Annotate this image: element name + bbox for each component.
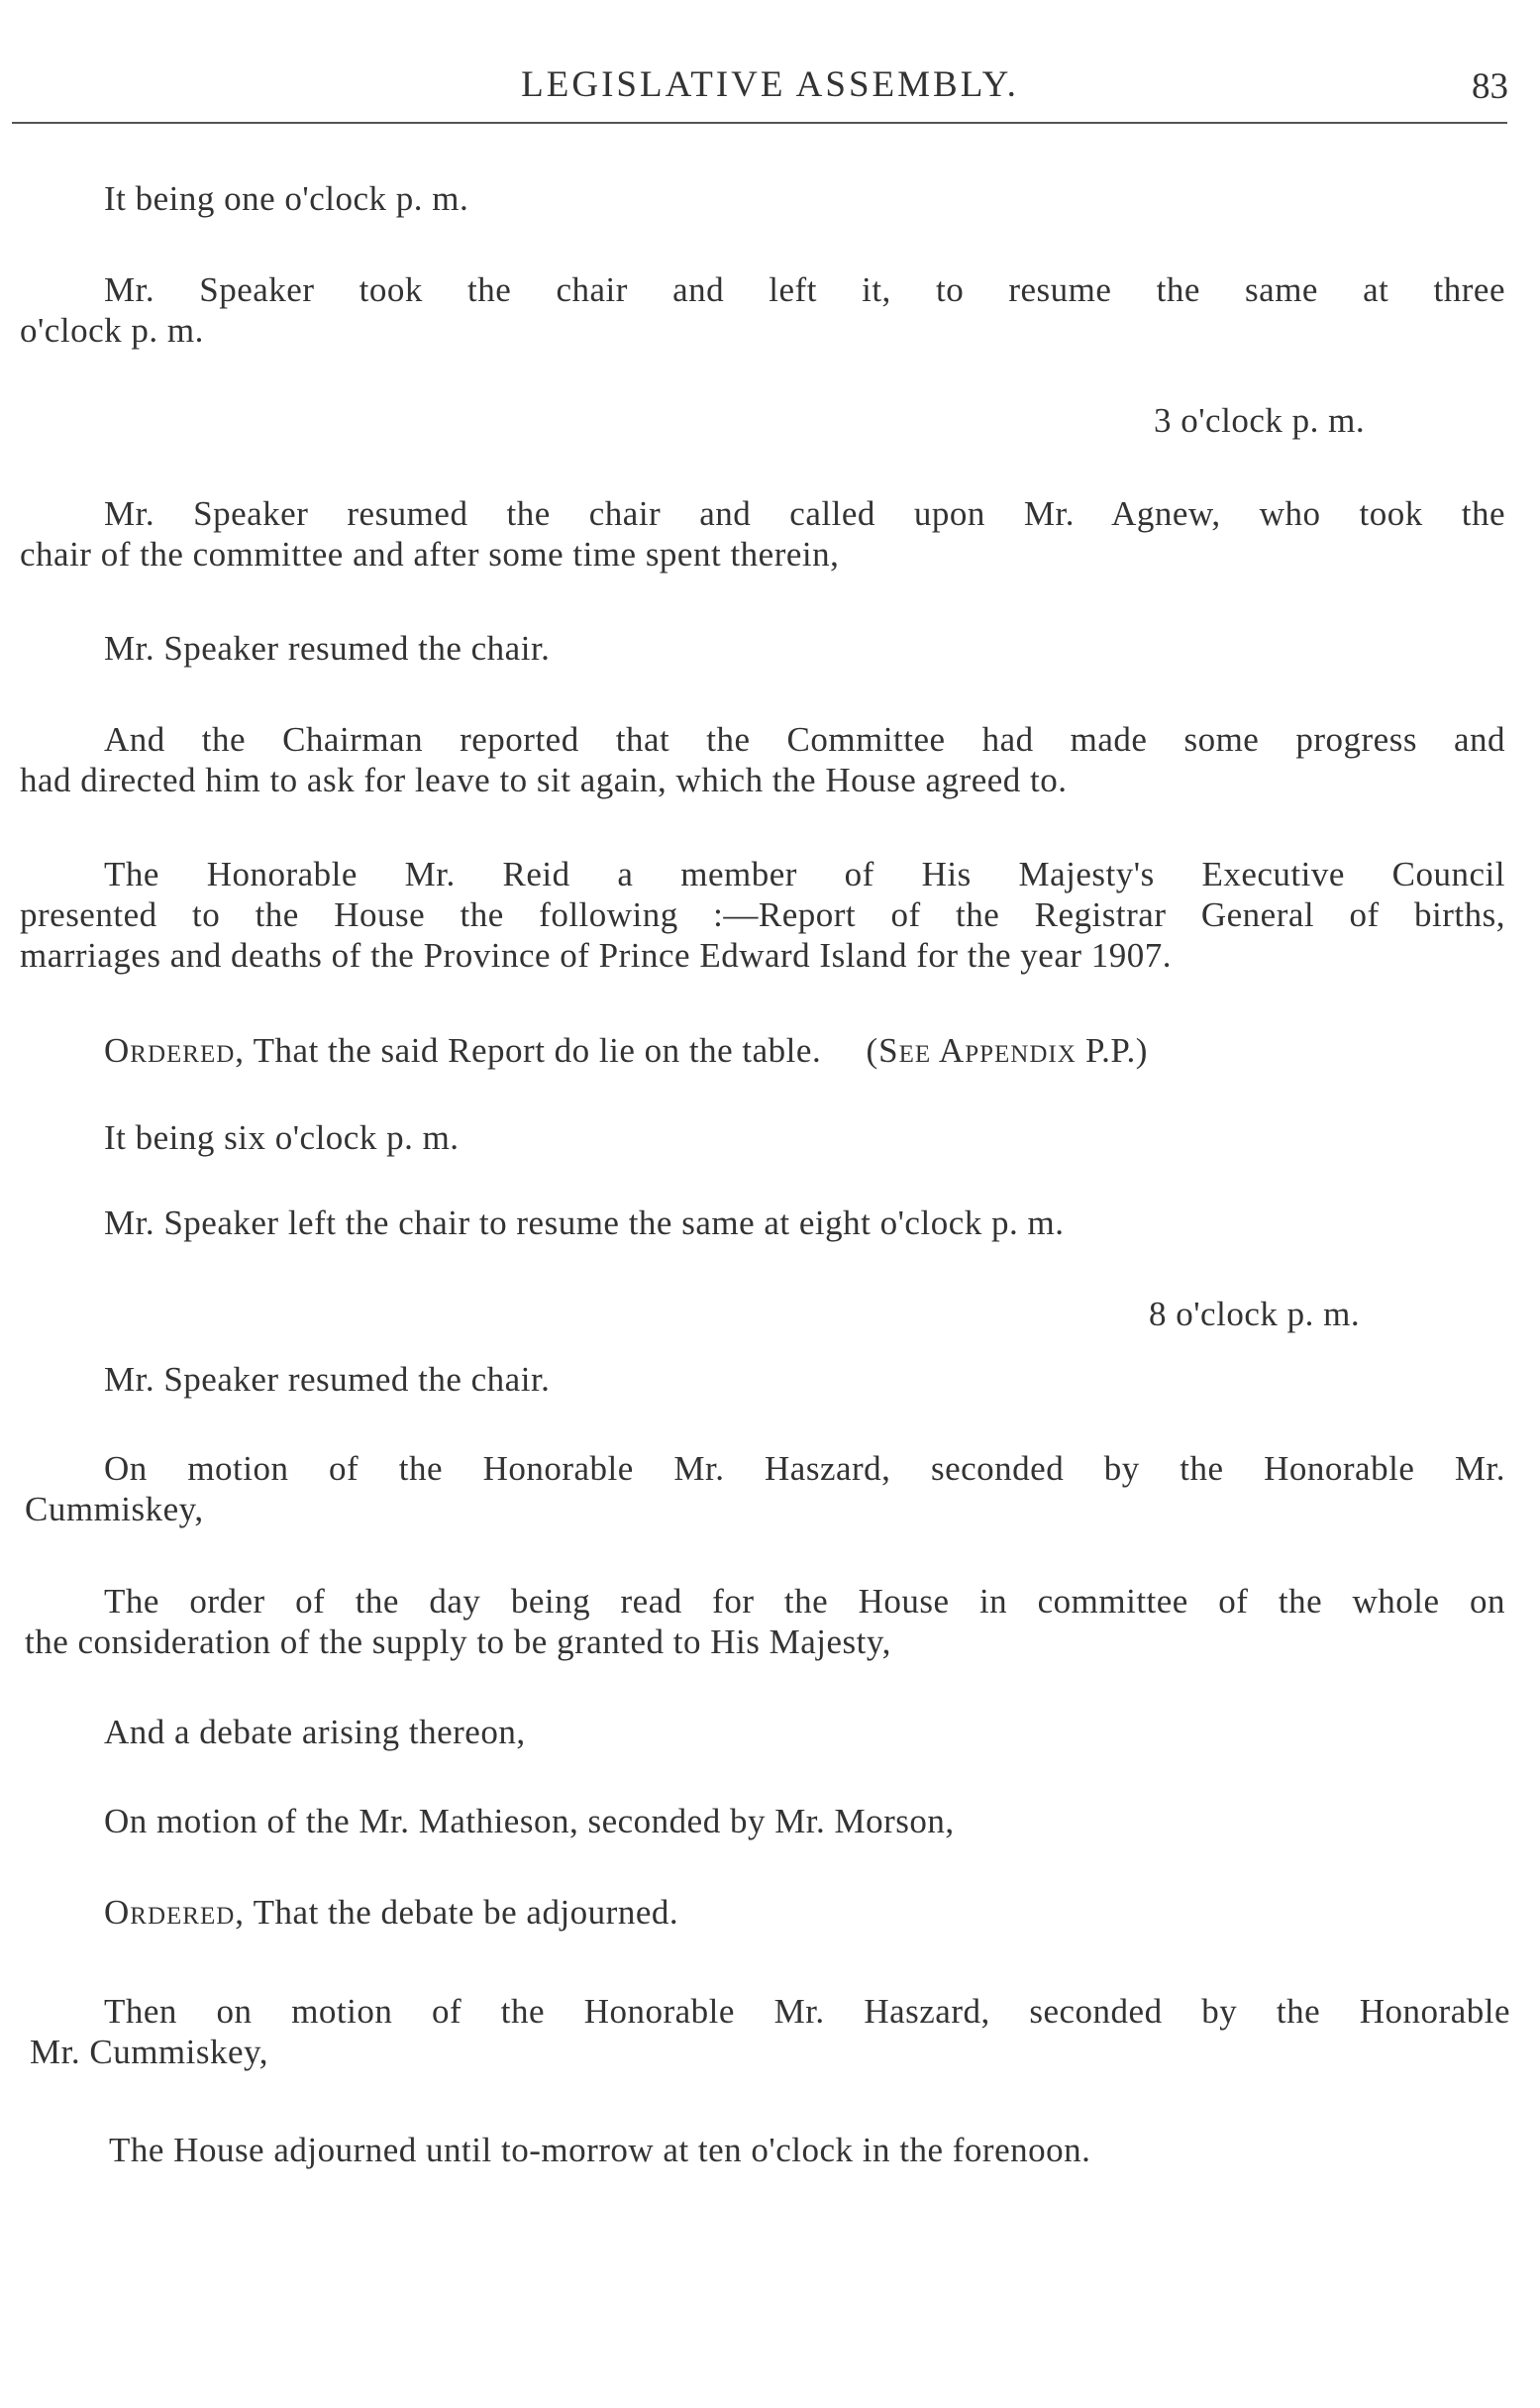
- paragraph-text: It being one o'clock p. m.: [104, 179, 469, 218]
- paragraph-chairman-reported: [20, 719, 1505, 800]
- paragraph-order-of-day: [25, 1581, 1505, 1662]
- page-number: 83: [1472, 66, 1508, 107]
- paragraph-haszard-motion: [25, 1448, 1505, 1529]
- paragraph-speaker-resumed-2: [104, 1359, 550, 1400]
- paragraph-speaker-took-chair: [20, 269, 1505, 351]
- paragraph-reid-report: [20, 854, 1505, 976]
- paragraph-speaker-left: [104, 1203, 1064, 1243]
- paragraph-line: Cummiskey,: [25, 1490, 204, 1528]
- header-divider: [12, 122, 1507, 124]
- appendix-reference: (See Appendix: [866, 1031, 1077, 1070]
- paragraph-line: the consideration of the supply to be granted to His Majesty,: [25, 1623, 891, 1661]
- paragraph-mathieson-motion: [104, 1801, 955, 1841]
- paragraph-one-oclock: [104, 178, 468, 219]
- paragraph-six-oclock: [104, 1117, 460, 1158]
- time-heading-8pm: [1149, 1294, 1360, 1334]
- paragraph-agnew-committee: [20, 493, 1505, 575]
- paragraph-line: And the Chairman reported that the Committee had made some progress and: [104, 720, 1505, 759]
- paragraph-text: Mr. Speaker resumed the chair.: [104, 1360, 551, 1399]
- paragraph-line: Mr. Cummiskey,: [30, 2033, 268, 2071]
- paragraph-house-adjourned: [109, 2130, 1090, 2170]
- paragraph-text: And a debate arising thereon,: [104, 1713, 526, 1751]
- paragraph-text: Mr. Speaker left the chair to resume the same at eight o'clock p. m.: [104, 1204, 1065, 1242]
- paragraph-text: The House adjourned until to-morrow at ten o'clock in the forenoon.: [109, 2131, 1091, 2169]
- time-heading-3pm: [1154, 400, 1365, 441]
- ordered-label: Ordered,: [104, 1893, 246, 1932]
- paragraph-line: presented to the House the following :—Report of the Registrar General of births,: [20, 895, 1505, 934]
- paragraph-line: o'clock p. m.: [20, 311, 204, 350]
- appendix-reference-code: P.P.): [1076, 1031, 1148, 1070]
- ordered-label: Ordered,: [104, 1031, 246, 1070]
- paragraph-text: It being six o'clock p. m.: [104, 1118, 460, 1157]
- paragraph-line: The Honorable Mr. Reid a member of His Majesty's Executive Council: [104, 855, 1505, 893]
- paragraph-line: marriages and deaths of the Province of Prince Edward Island for the year 1907.: [20, 936, 1173, 975]
- paragraph-text: That the debate be adjourned.: [245, 1893, 679, 1932]
- paragraph-line: Mr. Speaker resumed the chair and called upon Mr. Agnew, who took the: [104, 494, 1505, 533]
- paragraph-line: On motion of the Honorable Mr. Haszard, seconded by the Honorable Mr.: [104, 1449, 1505, 1488]
- time-heading-text: 3 o'clock p. m.: [1154, 401, 1366, 440]
- paragraph-ordered-report: [104, 1030, 1148, 1071]
- paragraph-text: That the said Report do lie on the table.: [245, 1031, 822, 1070]
- paragraph-line: had directed him to ask for leave to sit again, which the House agreed to.: [20, 761, 1068, 799]
- paragraph-text: Mr. Speaker resumed the chair.: [104, 629, 551, 668]
- paragraph-line: Then on motion of the Honorable Mr. Haszard, seconded by the Honorable: [104, 1992, 1510, 2031]
- paragraph-line: Mr. Speaker took the chair and left it, to resume the same at three: [104, 270, 1505, 309]
- paragraph-speaker-resumed-1: [104, 628, 550, 669]
- paragraph-line: chair of the committee and after some time spent therein,: [20, 535, 840, 574]
- page-header-title: LEGISLATIVE ASSEMBLY.: [521, 64, 1019, 105]
- paragraph-haszard-adjourn-motion: [30, 1991, 1510, 2072]
- paragraph-line: The order of the day being read for the House in committee of the whole on: [104, 1582, 1505, 1621]
- paragraph-ordered-adjourned: [104, 1892, 678, 1933]
- paragraph-debate-arising: [104, 1712, 526, 1752]
- time-heading-text: 8 o'clock p. m.: [1149, 1295, 1361, 1333]
- paragraph-text: On motion of the Mr. Mathieson, seconded by Mr. Morson,: [104, 1802, 955, 1840]
